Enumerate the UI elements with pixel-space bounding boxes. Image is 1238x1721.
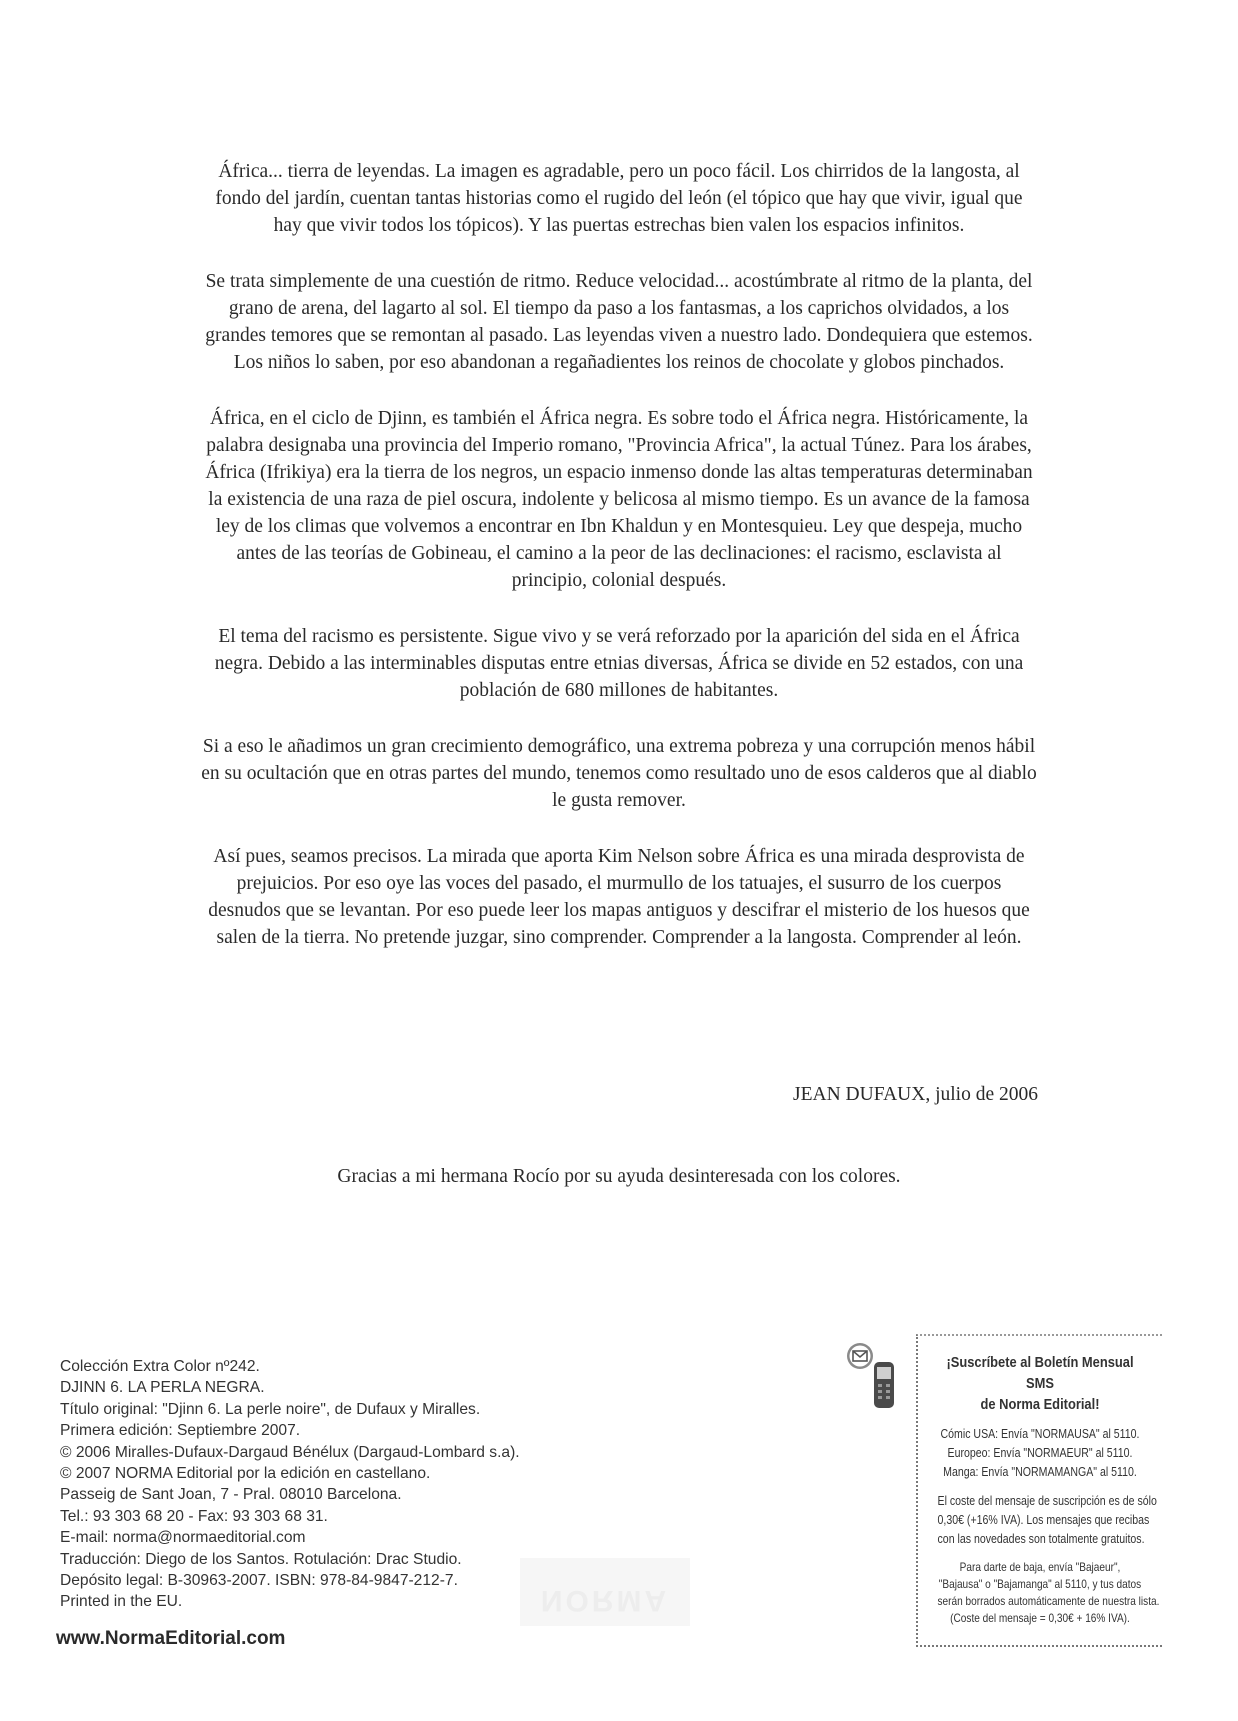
sms-title-line: de Norma Editorial! (980, 1396, 1100, 1413)
foreword-paragraph: Así pues, seamos precisos. La mirada que aporta Kim Nelson sobre África es una mirada desprovista de prejuicios. Por eso oye las voces del pasado, el murmullo de los tatuajes, el susurro de los cuerpos desnudos que se levantan. Por eso puede leer los mapas antiguos y descifrar el misterio de los huesos que salen de la tierra. No pretende juzgar, sino comprender. Comprender a la langosta. Comprender al león. (208, 846, 1030, 948)
sms-title-line: ¡Suscríbete al Boletín Mensual SMS (946, 1354, 1134, 1392)
colophon-email[interactable]: E-mail: norma@normaeditorial.com (60, 1529, 306, 1547)
colophon-line: Printed in the EU. (60, 1593, 183, 1611)
sms-unsubscribe-note (937, 1559, 1160, 1627)
colophon-line: Tel.: 93 303 68 20 - Fax: 93 303 68 31. (60, 1507, 328, 1525)
colophon-line: Título original: "Djinn 6. La perle noire", de Dufaux y Miralles. (60, 1400, 481, 1418)
sms-cost-line: 0,30€ (+16% IVA). Los mensajes que recibas (937, 1513, 1150, 1527)
acknowledgement: Gracias a mi hermana Rocío por su ayuda desinteresada con los colores. (337, 1166, 901, 1187)
foreword-paragraph: África... tierra de leyendas. La imagen es agradable, pero un poco fácil. Los chirridos de la langosta, al fondo del jardín, cuentan tantas historias como el rugido del león (el tópico que hay que vivir, igual que hay que vivir todos los tópicos). Y las puertas estrechas bien valen los espacios infinitos. (215, 161, 1023, 236)
colophon-line: Colección Extra Color nº242. (60, 1358, 260, 1375)
foreword-paragraph: Si a eso le añadimos un gran crecimiento demográfico, una extrema pobreza y una corrupción menos hábil en su ocultación que en otras partes del mundo, tenemos como resultado uno de esos calderos que al diablo le gusta remover. (201, 736, 1037, 811)
foreword-paragraph: El tema del racismo es persistente. Sigue vivo y se verá reforzado por la aparición del sida en el África negra. Debido a las interminables disputas entre etnias diversas, África se divide en 52 estados, con una población de 680 millones de habitantes. (214, 626, 1024, 701)
sms-box-title (935, 1352, 1145, 1415)
publisher-website-link[interactable]: www.NormaEditorial.com (56, 1628, 286, 1649)
colophon-line: © 2006 Miralles-Dufaux-Dargaud Bénélux (Dargaud-Lombard s.a). (60, 1443, 520, 1461)
colophon-line: © 2007 NORMA Editorial por la edición en castellano. (60, 1465, 431, 1483)
norma-watermark-logo: NORMA (520, 1558, 690, 1626)
sms-code-line: Europeo: Envía "NORMAEUR" al 5110. (947, 1446, 1133, 1460)
sms-unsubscribe-line: Para darte de baja, envía "Bajaeur", (959, 1560, 1121, 1574)
author-signature: JEAN DUFAUX, julio de 2006 (792, 1084, 1038, 1105)
sms-unsubscribe-line: (Coste del mensaje = 0,30€ + 16% IVA). (950, 1611, 1130, 1625)
sms-unsubscribe-line: "Bajausa" o "Bajamanga" al 5110, y tus datos (938, 1577, 1142, 1591)
sms-code-line: Manga: Envía "NORMAMANGA" al 5110. (943, 1465, 1137, 1479)
sms-codes (938, 1425, 1143, 1482)
colophon-line: Passeig de Sant Joan, 7 - Pral. 08010 Barcelona. (60, 1486, 402, 1504)
sms-unsubscribe-line: serán borrados automáticamente de nuestra lista. (937, 1594, 1160, 1608)
sms-cost-note (937, 1492, 1157, 1549)
sms-code-line: Cómic USA: Envía "NORMAUSA" al 5110. (940, 1427, 1140, 1441)
foreword-paragraph: Se trata simplemente de una cuestión de ritmo. Reduce velocidad... acostúmbrate al ritmo de la planta, del grano de arena, del lagarto al sol. El tiempo da paso a los fantasmas, a los caprichos olvidados, a los grandes temores que se remontan al pasado. Las leyendas viven a nuestro lado. Dondequiera que estemos. Los niños lo saben, por eso abandonan a regañadientes los reinos de chocolate y globos pinchados. (205, 271, 1033, 373)
colophon-line: DJINN 6. LA PERLA NEGRA. (60, 1379, 265, 1397)
foreword (200, 158, 1038, 980)
colophon-line: Traducción: Diego de los Santos. Rotulación: Drac Studio. (60, 1550, 462, 1568)
sms-cost-line: con las novedades son totalmente gratuitos. (937, 1532, 1145, 1546)
foreword-paragraph: África, en el ciclo de Djinn, es también el África negra. Es sobre todo el África negra. Históricamente, la palabra designaba una provincia del Imperio romano, "Provincia Africa", la actual Túnez. Para los árabes, África (Ifrikiya) era la tierra de los negros, un espacio inmenso donde las altas temperaturas determinaban la existencia de una raza de piel oscura, indolente y belicosa al mismo tiempo. Es un avance de la famosa ley de los climas que volvemos a encontrar en Ibn Khaldun y en Montesquieu. Ley que despeja, mucho antes de las teorías de Gobineau, el camino a la peor de las declinaciones: el racismo, esclavista al principio, colonial después. (205, 408, 1033, 591)
colophon-line: Primera edición: Septiembre 2007. (60, 1422, 301, 1440)
colophon-line: Depósito legal: B-30963-2007. ISBN: 978-84-9847-212-7. (60, 1572, 458, 1590)
sms-newsletter-box (916, 1334, 1162, 1647)
sms-cost-line: El coste del mensaje de suscripción es de sólo (937, 1494, 1157, 1508)
mobile-phone-icon (842, 1342, 906, 1412)
